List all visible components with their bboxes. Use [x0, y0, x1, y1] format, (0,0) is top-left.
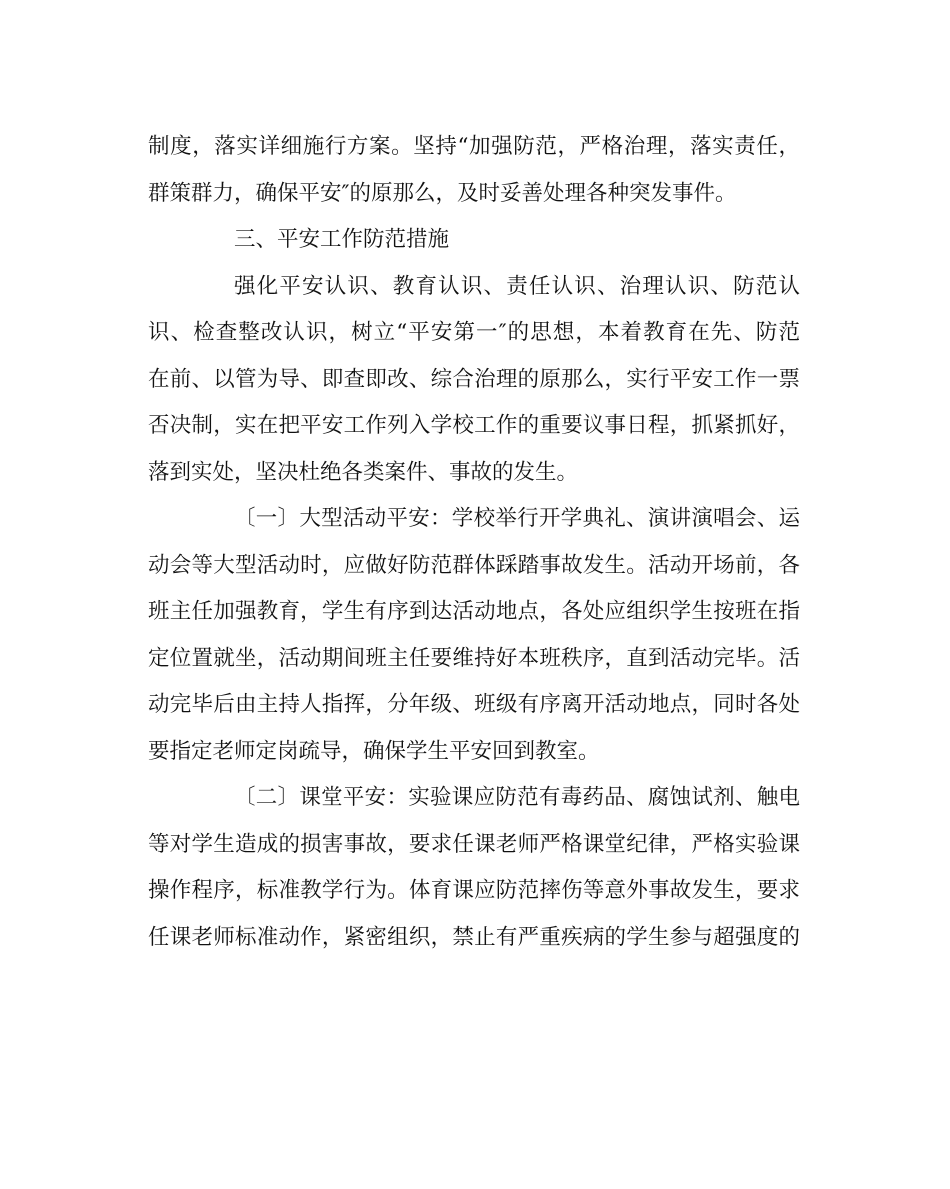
- text-line: 等对学生造成的损害事故，要求任课老师严格课堂纪律，严格实验课: [148, 831, 800, 857]
- text-line: 任课老师标准动作，紧密组织，禁止有严重疾病的学生参与超强度的: [148, 924, 800, 950]
- text-line: 〔一〕大型活动平安：学校举行开学典礼、演讲演唱会、运: [234, 506, 800, 531]
- text-line: 强化平安认识、教育认识、责任认识、治理认识、防范认: [234, 273, 800, 299]
- text-line: 制度，落实详细施行方案。坚持“加强防范，严格治理，落实责任，: [148, 134, 800, 159]
- text-line: 落到实处，坚决杜绝各类案件、事故的发生。: [148, 459, 579, 485]
- text-line: 定位置就坐，活动期间班主任要维持好本班秩序，直到活动完毕。活: [148, 645, 800, 671]
- text-line: 要指定老师定岗疏导，确保学生平安回到教室。: [148, 738, 600, 764]
- text-line: 识、检查整改认识，树立“平安第一″的思想，本着教育在先、防范: [148, 320, 800, 345]
- text-line: 班主任加强教育，学生有序到达活动地点，各处应组织学生按班在指: [148, 599, 800, 624]
- text-line: 群策群力，确保平安″的原那么，及时妥善处理各种突发事件。: [148, 180, 737, 206]
- text-line: 在前、以管为导、即查即改、综合治理的原那么，实行平安工作一票: [148, 366, 800, 392]
- text-line: 动会等大型活动时，应做好防范群体踩踏事故发生。活动开场前，各: [148, 552, 800, 578]
- text-line: 〔二〕课堂平安：实验课应防范有毒药品、腐蚀试剂、触电: [234, 785, 800, 810]
- body-text: [148, 124, 800, 961]
- text-line: 操作程序，标准教学行为。体育课应防范摔伤等意外事故发生，要求: [148, 878, 800, 903]
- section-heading: 三、平安工作防范措施: [234, 227, 450, 252]
- text-line: 否决制，实在把平安工作列入学校工作的重要议事日程，抓紧抓好，: [148, 413, 800, 438]
- text-line: 动完毕后由主持人指挥，分年级、班级有序离开活动地点，同时各处: [148, 692, 800, 717]
